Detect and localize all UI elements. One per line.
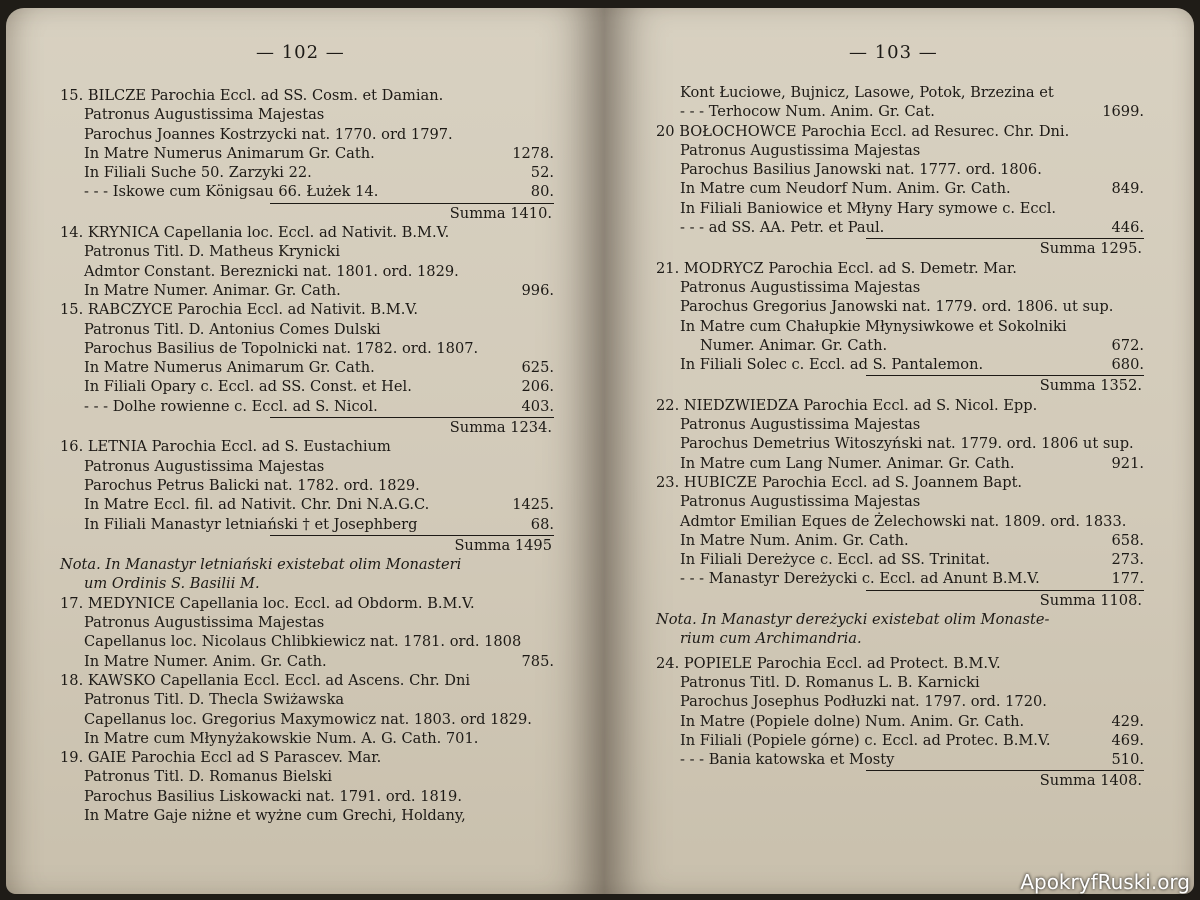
watermark: ApokryfRuski.org [1020,870,1190,894]
text-line [60,729,554,748]
text-line [60,86,554,105]
text-line [656,259,1144,278]
line-text: 23. HUBICZE Parochia Eccl. ad S. Joannem Bapt. [656,473,1023,491]
line-text: Parochus Petrus Balicki nat. 1782. ord. 1829. [84,476,420,494]
count-value: 177. [1111,570,1144,588]
text-line [60,223,554,242]
count-value: 68. [530,515,554,533]
line-text: In Matre Gaje niżne et wyżne cum Grechi, Holdany, [84,806,466,824]
line-text: Parochus Joannes Kostrzycki nat. 1770. ord 1797. [84,125,453,143]
text-line [60,358,554,377]
line-text: Patronus Augustissima Majestas [84,106,325,124]
text-line [656,454,1144,473]
text-line [656,434,1144,453]
text-line [656,692,1144,711]
line-text: Nota. In Manastyr dereżycki existebat olim Monaste- [656,611,1050,629]
count-value: 996. [521,281,554,299]
text-line [60,748,554,767]
line-text: In Filiali (Popiele górne) c. Eccl. ad Protec. B.M.V. [680,731,1051,749]
note-line [60,555,554,574]
line-text: - - - Bania katowska et Mosty [680,751,895,769]
text-line [656,122,1144,141]
line-text: 19. GAIE Parochia Eccl ad S Parascev. Mar. [60,749,382,767]
text-line [656,531,1144,550]
line-text: In Filiali Baniowice et Młyny Hary symowe c. Eccl. [680,199,1057,217]
line-text: - - - Dolhe rowienne c. Eccl. ad S. Nicol. [84,397,378,415]
line-text: In Matre (Popiele dolne) Num. Anim. Gr. Cath. [680,712,1025,730]
line-text: 17. MEDYNICE Capellania loc. Eccl. ad Obdorm. B.M.V. [60,594,475,612]
line-text: In Matre cum Lang Numer. Animar. Gr. Cath. [680,454,1015,472]
line-text: 14. KRYNICA Capellania loc. Eccl. ad Nativit. B.M.V. [60,224,450,242]
count-value: 1699. [1102,103,1144,121]
text-line [656,731,1144,750]
line-text: In Filiali Opary c. Eccl. ad SS. Const. et Hel. [84,378,412,396]
line-text: Summa 1352. [1039,377,1142,395]
text-line [60,320,554,339]
text-line [656,355,1144,374]
line-text: In Matre Numer. Anim. Gr. Cath. [84,652,327,670]
text-line [60,262,554,281]
note-line [60,574,554,593]
line-text: Patronus Augustissima Majestas [680,416,921,434]
text-line [656,712,1144,731]
line-text: In Matre cum Chałupkie Młynysiwkowe et Sokolniki [680,317,1067,335]
text-line [656,317,1144,336]
line-text: Kont Łuciowe, Bujnicz, Lasowe, Potok, Brzezina et [680,84,1054,101]
line-text: In Filiali Manastyr letniański † et Josephberg [84,515,418,533]
line-text: - - - Terhocow Num. Anim. Gr. Cat. [680,103,935,121]
line-text: um Ordinis S. Basilii M. [84,575,260,593]
line-text: rium cum Archimandria. [680,630,862,648]
count-value: 469. [1111,731,1144,749]
line-text: Summa 1234. [449,419,552,437]
text-line [60,397,554,416]
text-line [60,437,554,456]
line-text: Parochus Demetrius Witoszyński nat. 1779. ord. 1806 ut sup. [680,435,1134,453]
summa-line [60,536,554,555]
text-line [656,492,1144,511]
note-line [656,610,1144,629]
count-value: 785. [521,652,554,670]
text-line [60,281,554,300]
line-text: Patronus Titl. D. Thecla Swiżawska [84,691,345,709]
count-value: 625. [521,359,554,377]
count-value: 680. [1111,356,1144,374]
line-text: Summa 1408. [1039,772,1142,790]
text-line [656,199,1144,218]
line-text: Parochus Basilius Janowski nat. 1777. ord. 1806. [680,161,1042,179]
text-line [656,218,1144,237]
text-line [60,690,554,709]
text-line [60,632,554,651]
count-value: 1278. [512,144,554,162]
line-text: In Matre Numerus Animarum Gr. Cath. [84,359,375,377]
text-line [656,83,1144,102]
text-line [60,182,554,201]
line-text: In Filiali Suche 50. Zarzyki 22. [84,164,312,182]
count-value: 273. [1111,551,1144,569]
count-value: 849. [1111,180,1144,198]
line-text: - - - Manastyr Dereżycki c. Eccl. ad Anunt B.M.V. [680,570,1040,588]
line-text: Patronus Titl. D. Antonius Comes Dulski [84,320,381,338]
text-line [60,515,554,534]
line-text: Summa 1410. [449,204,552,222]
line-text: Patronus Augustissima Majestas [84,614,325,632]
line-text: In Matre cum Neudorf Num. Anim. Gr. Cath. [680,180,1011,198]
line-text: In Matre Num. Anim. Gr. Cath. [680,531,909,549]
right-page-text [656,83,1144,791]
text-line [656,336,1144,355]
summa-line [60,418,554,437]
line-text: Parochus Josephus Podłuzki nat. 1797. ord. 1720. [680,693,1047,711]
text-line [60,806,554,825]
left-page [6,8,604,894]
text-line [60,594,554,613]
line-text: Summa 1108. [1039,591,1142,609]
summa-line [60,204,554,223]
count-value: 206. [521,378,554,396]
line-text: Numer. Animar. Gr. Cath. [700,336,888,354]
text-line [656,141,1144,160]
line-text: 20 BOŁOCHOWCE Parochia Eccl. ad Resurec. Chr. Dni. [656,122,1070,140]
text-line [60,125,554,144]
line-text: Parochus Basilius de Topolnicki nat. 1782. ord. 1807. [84,339,479,357]
line-text: In Filiali Dereżyce c. Eccl. ad SS. Trinitat. [680,551,991,569]
text-line [656,278,1144,297]
count-value: 80. [530,183,554,201]
text-line [656,750,1144,769]
text-line [60,377,554,396]
line-text: 16. LETNIA Parochia Eccl. ad S. Eustachium [60,438,391,456]
line-text: 15. RABCZYCE Parochia Eccl. ad Nativit. B.M.V. [60,301,418,319]
line-text: - - - Iskowe cum Königsau 66. Łużek 14. [84,183,379,201]
text-line [656,569,1144,588]
line-text: 24. POPIELE Parochia Eccl. ad Protect. B.M.V. [656,654,1001,672]
count-value: 52. [530,164,554,182]
count-value: 921. [1111,454,1144,472]
page-number-right: — 103 — [849,42,938,63]
line-text: Patronus Augustissima Majestas [680,278,921,296]
text-line [60,339,554,358]
line-text: In Matre cum Młynyżakowskie Num. A. G. Cath. 701. [84,729,479,747]
line-text: Patronus Augustissima Majestas [84,457,325,475]
text-line [656,297,1144,316]
line-text: 15. BILCZE Parochia Eccl. ad SS. Cosm. et Damian. [60,87,444,104]
line-text: In Matre Numer. Animar. Gr. Cath. [84,281,341,299]
summa-line [656,376,1144,395]
text-line [60,787,554,806]
text-line [60,495,554,514]
count-value: 672. [1111,336,1144,354]
line-text: In Filiali Solec c. Eccl. ad S. Pantalemon. [680,356,984,374]
left-page-text [60,86,554,825]
line-text: - - - ad SS. AA. Petr. et Paul. [680,219,885,237]
text-line [60,105,554,124]
text-line [60,457,554,476]
line-text: 18. KAWSKO Capellania Eccl. Eccl. ad Ascens. Chr. Dni [60,671,471,689]
line-text: Admtor Constant. Bereznicki nat. 1801. ord. 1829. [84,262,459,280]
text-line [656,160,1144,179]
text-line [60,652,554,671]
line-text: In Matre Numerus Animarum Gr. Cath. [84,144,375,162]
line-text: Capellanus loc. Gregorius Maxymowicz nat. 1803. ord 1829. [84,710,532,728]
count-value: 429. [1111,712,1144,730]
text-line [656,512,1144,531]
line-text: Summa 1295. [1039,240,1142,258]
summa-line [656,591,1144,610]
summa-line [656,771,1144,790]
line-text: Parochus Basilius Liskowacki nat. 1791. ord. 1819. [84,787,462,805]
line-text: Patronus Titl. D. Matheus Krynicki [84,243,341,261]
text-line [60,163,554,182]
right-page [604,8,1194,894]
line-text: 22. NIEDZWIEDZA Parochia Eccl. ad S. Nicol. Epp. [656,396,1038,414]
text-line [60,671,554,690]
line-text: Admtor Emilian Eques de Żelechowski nat. 1809. ord. 1833. [680,512,1127,530]
text-line [60,710,554,729]
text-line [60,144,554,163]
line-text: Parochus Gregorius Janowski nat. 1779. ord. 1806. ut sup. [680,298,1114,316]
text-line [656,473,1144,492]
text-line [60,242,554,261]
text-line [656,102,1144,121]
line-text: Patronus Augustissima Majestas [680,141,921,159]
text-line [656,179,1144,198]
text-line [656,673,1144,692]
text-line [60,767,554,786]
line-text: Patronus Titl. D. Romanus Bielski [84,768,333,786]
line-text: Capellanus loc. Nicolaus Chlibkiewicz nat. 1781. ord. 1808 [84,633,522,651]
count-value: 1425. [512,496,554,514]
summa-line [656,239,1144,258]
text-line [60,613,554,632]
page-number-left: — 102 — [256,42,345,63]
text-line [656,654,1144,673]
line-text: Nota. In Manastyr letniański existebat olim Monasteri [60,556,462,574]
text-line [656,550,1144,569]
count-value: 446. [1111,219,1144,237]
line-text: 21. MODRYCZ Parochia Eccl. ad S. Demetr. Mar. [656,259,1017,277]
count-value: 403. [521,397,554,415]
text-line [60,300,554,319]
line-text: Summa 1495 [454,536,552,554]
line-text: Patronus Augustissima Majestas [680,493,921,511]
line-text: In Matre Eccl. fil. ad Nativit. Chr. Dni N.A.G.C. [84,496,430,514]
line-text: Patronus Titl. D. Romanus L. B. Karnicki [680,673,980,691]
text-line [656,415,1144,434]
text-line [656,396,1144,415]
count-value: 658. [1111,531,1144,549]
note-line [656,629,1144,648]
count-value: 510. [1111,751,1144,769]
text-line [60,476,554,495]
